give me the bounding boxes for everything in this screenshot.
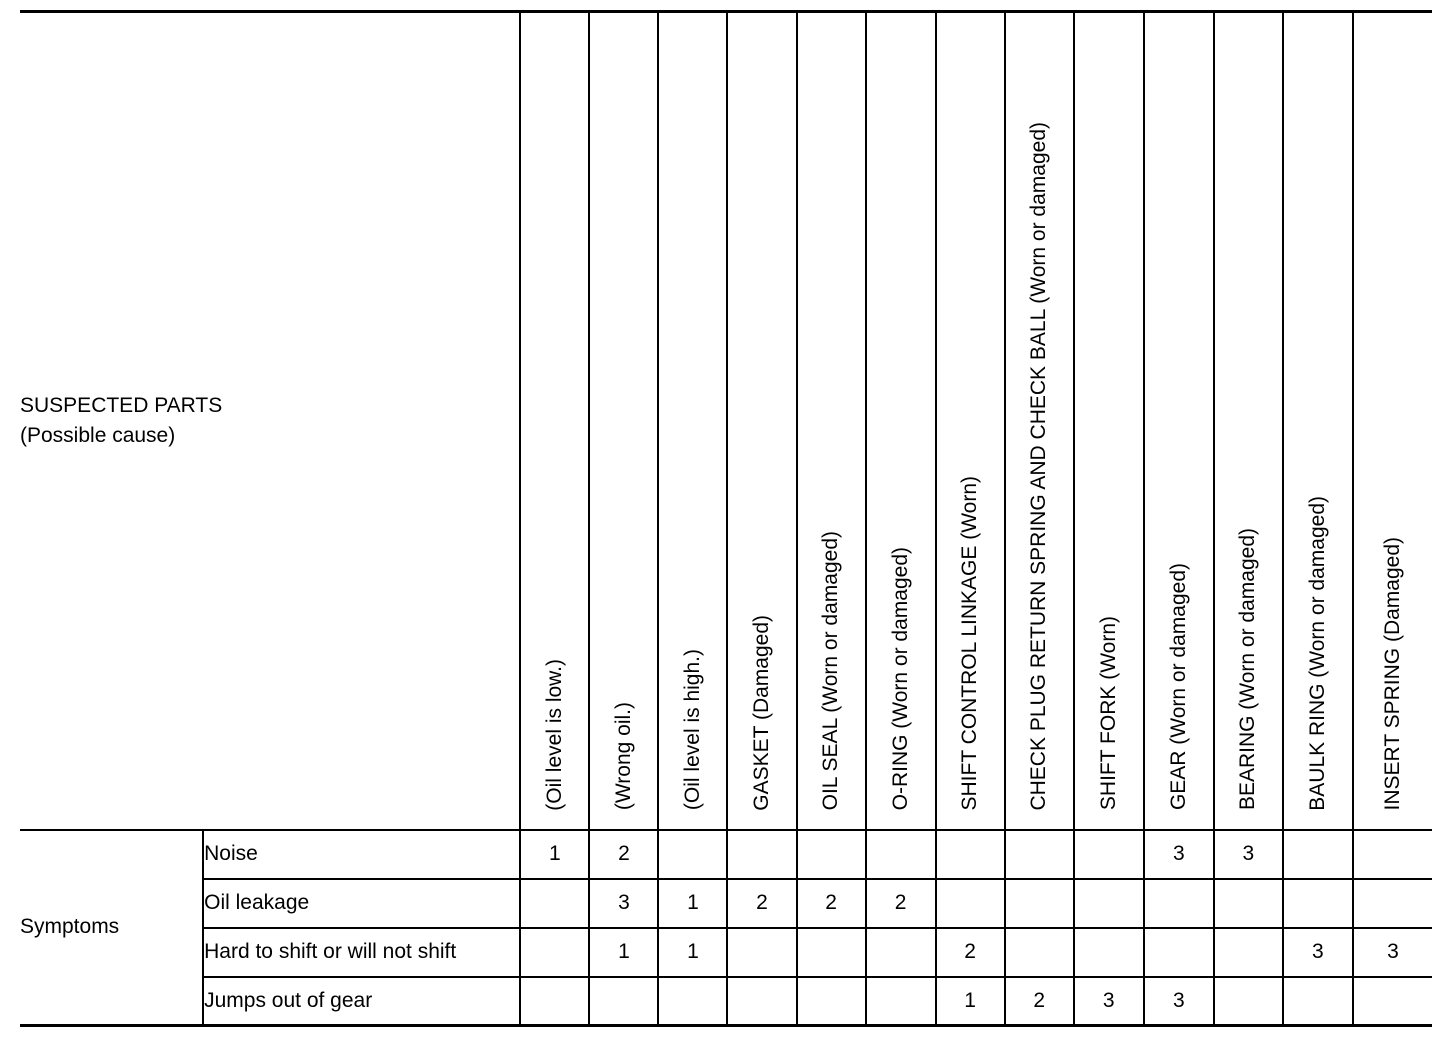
value-cell: 1 — [658, 928, 727, 977]
part-column-header — [1144, 12, 1214, 830]
value-cell — [1283, 879, 1353, 928]
part-label: BAULK RING (Worn or damaged) — [1305, 495, 1329, 811]
value-cell — [936, 879, 1005, 928]
value-cell: 1 — [936, 977, 1005, 1026]
value-cell — [1144, 879, 1214, 928]
part-column-header — [866, 12, 936, 830]
troubleshooting-table — [20, 10, 1432, 1027]
value-cell — [589, 977, 658, 1026]
value-cell — [1283, 977, 1353, 1026]
part-label: (Oil level is high.) — [680, 649, 704, 811]
value-cell — [1074, 928, 1144, 977]
part-column-header — [1074, 12, 1144, 830]
value-cell — [520, 977, 589, 1026]
table-row — [20, 830, 1432, 879]
part-label: INSERT SPRING (Damaged) — [1380, 537, 1404, 811]
value-cell — [520, 879, 589, 928]
value-cell: 3 — [589, 879, 658, 928]
value-cell — [1353, 830, 1432, 879]
value-cell — [1005, 830, 1074, 879]
value-cell — [1353, 977, 1432, 1026]
suspected-parts-title: SUSPECTED PARTS — [20, 393, 223, 417]
value-cell — [727, 977, 796, 1026]
value-cell: 1 — [520, 830, 589, 879]
value-cell: 3 — [1074, 977, 1144, 1026]
value-cell — [658, 977, 727, 1026]
value-cell — [936, 830, 1005, 879]
part-label: CHECK PLUG RETURN SPRING AND CHECK BALL (Worn or damaged) — [1027, 121, 1051, 811]
value-cell — [797, 977, 866, 1026]
possible-cause-subtitle: (Possible cause) — [20, 423, 176, 447]
symptoms-row-header: Symptoms — [20, 830, 203, 1026]
value-cell: 3 — [1353, 928, 1432, 977]
symptom-name: Jumps out of gear — [203, 977, 520, 1026]
value-cell — [727, 830, 796, 879]
value-cell — [520, 928, 589, 977]
part-column-header — [936, 12, 1005, 830]
value-cell: 2 — [866, 879, 936, 928]
part-label: GEAR (Worn or damaged) — [1166, 563, 1190, 811]
part-label: OIL SEAL (Worn or damaged) — [819, 531, 843, 811]
table-row — [20, 879, 1432, 928]
suspected-parts-header — [20, 12, 520, 830]
value-cell — [658, 830, 727, 879]
table-row — [20, 977, 1432, 1026]
value-cell — [1214, 879, 1283, 928]
symptom-name: Noise — [203, 830, 520, 879]
symptom-name: Hard to shift or will not shift — [203, 928, 520, 977]
symptom-name: Oil leakage — [203, 879, 520, 928]
part-label: SHIFT FORK (Worn) — [1096, 616, 1120, 811]
part-column-header — [797, 12, 866, 830]
value-cell — [1005, 928, 1074, 977]
part-column-header — [589, 12, 658, 830]
value-cell: 2 — [589, 830, 658, 879]
value-cell — [1214, 977, 1283, 1026]
value-cell — [727, 928, 796, 977]
value-cell — [797, 830, 866, 879]
part-label: (Oil level is low.) — [542, 658, 566, 811]
part-column-header — [1214, 12, 1283, 830]
part-column-header — [658, 12, 727, 830]
part-label: SHIFT CONTROL LINKAGE (Worn) — [958, 476, 982, 811]
header-row — [20, 12, 1432, 830]
part-column-header — [727, 12, 796, 830]
part-column-header — [1283, 12, 1353, 830]
value-cell: 2 — [797, 879, 866, 928]
value-cell: 3 — [1283, 928, 1353, 977]
value-cell: 1 — [589, 928, 658, 977]
value-cell: 2 — [1005, 977, 1074, 1026]
part-label: O-RING (Worn or damaged) — [888, 547, 912, 811]
value-cell — [1144, 928, 1214, 977]
value-cell: 3 — [1144, 830, 1214, 879]
value-cell — [866, 830, 936, 879]
value-cell: 3 — [1144, 977, 1214, 1026]
value-cell — [1074, 830, 1144, 879]
part-column-header — [520, 12, 589, 830]
value-cell: 2 — [727, 879, 796, 928]
value-cell: 2 — [936, 928, 1005, 977]
value-cell — [1283, 830, 1353, 879]
value-cell — [1214, 928, 1283, 977]
value-cell — [1074, 879, 1144, 928]
value-cell — [1005, 879, 1074, 928]
value-cell: 1 — [658, 879, 727, 928]
part-column-header — [1353, 12, 1432, 830]
value-cell: 3 — [1214, 830, 1283, 879]
table-row — [20, 928, 1432, 977]
value-cell — [866, 977, 936, 1026]
part-label: GASKET (Damaged) — [750, 614, 773, 811]
value-cell — [797, 928, 866, 977]
value-cell — [866, 928, 936, 977]
value-cell — [1353, 879, 1432, 928]
part-label: BEARING (Worn or damaged) — [1236, 528, 1260, 811]
part-column-header — [1005, 12, 1074, 830]
part-label: (Wrong oil.) — [611, 702, 635, 811]
